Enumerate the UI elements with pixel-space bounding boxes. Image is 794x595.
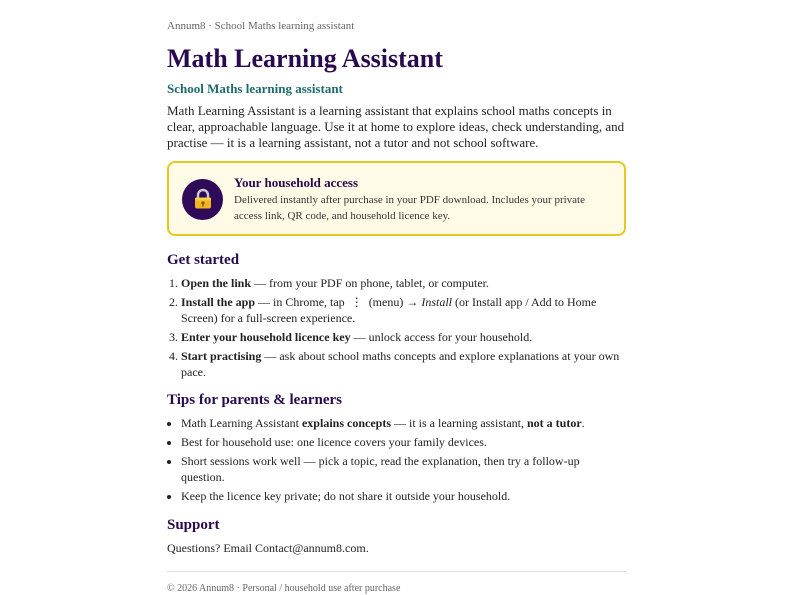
tip-text: Math Learning Assistant (181, 416, 302, 430)
tip-item: • Best for household use: one licence covers your family devices. (181, 434, 626, 450)
step-text: — in Chrome, tap (255, 295, 348, 309)
callout-text (234, 175, 611, 224)
tips-heading: Tips for parents & learners (167, 392, 342, 408)
tips-list (167, 415, 626, 504)
step-item (181, 294, 626, 326)
tip-item: • Short sessions work well — pick a topic, read the explanation, then try a follow-up question. (181, 453, 626, 485)
step-title: Enter your household licence key (181, 330, 351, 344)
lock-badge (182, 179, 223, 220)
step-text: — unlock access for your household. (350, 330, 533, 344)
get-started-list (167, 275, 626, 380)
tip-text: . (581, 416, 585, 430)
step-item (181, 329, 626, 345)
page (167, 0, 626, 595)
kebab-menu-icon: ⋮ (350, 295, 363, 309)
get-started-heading: Get started (167, 252, 240, 268)
lock-icon (193, 188, 213, 210)
tip-text: — it is a learning assistant, (391, 416, 527, 430)
install-label: Install (421, 295, 453, 309)
page-subtitle: School Maths learning assistant (167, 81, 343, 96)
step-item (181, 275, 626, 291)
tip-item: • Keep the licence key private; do not share it outside your household. (181, 488, 626, 504)
step-title: Open the link (181, 276, 252, 290)
tip-emphasis: explains concepts (301, 416, 391, 430)
page-title: Math Learning Assistant (167, 44, 443, 73)
support-suffix: . (365, 541, 369, 555)
support-prefix: Questions? Email (167, 541, 255, 555)
step-title: Start practising (181, 349, 262, 363)
step-text: — from your PDF on phone, tablet, or computer. (251, 276, 489, 290)
footer: © 2026 Annum8 · Personal / household use after purchase (167, 583, 401, 594)
support-heading: Support (167, 517, 220, 533)
footer-divider (167, 571, 626, 572)
support-text (167, 541, 626, 556)
callout-title: Your household access (234, 174, 359, 190)
intro-paragraph: Math Learning Assistant is a learning assistant that explains school maths concepts in clear, approachable language. Use it at home to explore ideas, check understanding, and practise — it is a learning assistant, not a tutor and not school software. (167, 103, 625, 150)
support-email-link[interactable]: Contact@annum8.com (254, 541, 366, 555)
step-title: Install the app (181, 295, 256, 309)
step-text: (or Install app / Add to Home Screen) for a full-screen experience. (181, 295, 597, 325)
household-access-callout (167, 161, 626, 236)
tip-emphasis: not a tutor (526, 416, 582, 430)
step-text: — ask about school maths concepts and explore explanations at your own pace. (181, 349, 620, 379)
tip-item (181, 415, 626, 431)
callout-body: Delivered instantly after purchase in your PDF download. Includes your private access link, QR code, and household licence key. (234, 193, 585, 222)
step-text: (menu) → (365, 295, 422, 309)
step-item (181, 348, 626, 380)
breadcrumb: Annum8 · School Maths learning assistant (167, 20, 355, 32)
